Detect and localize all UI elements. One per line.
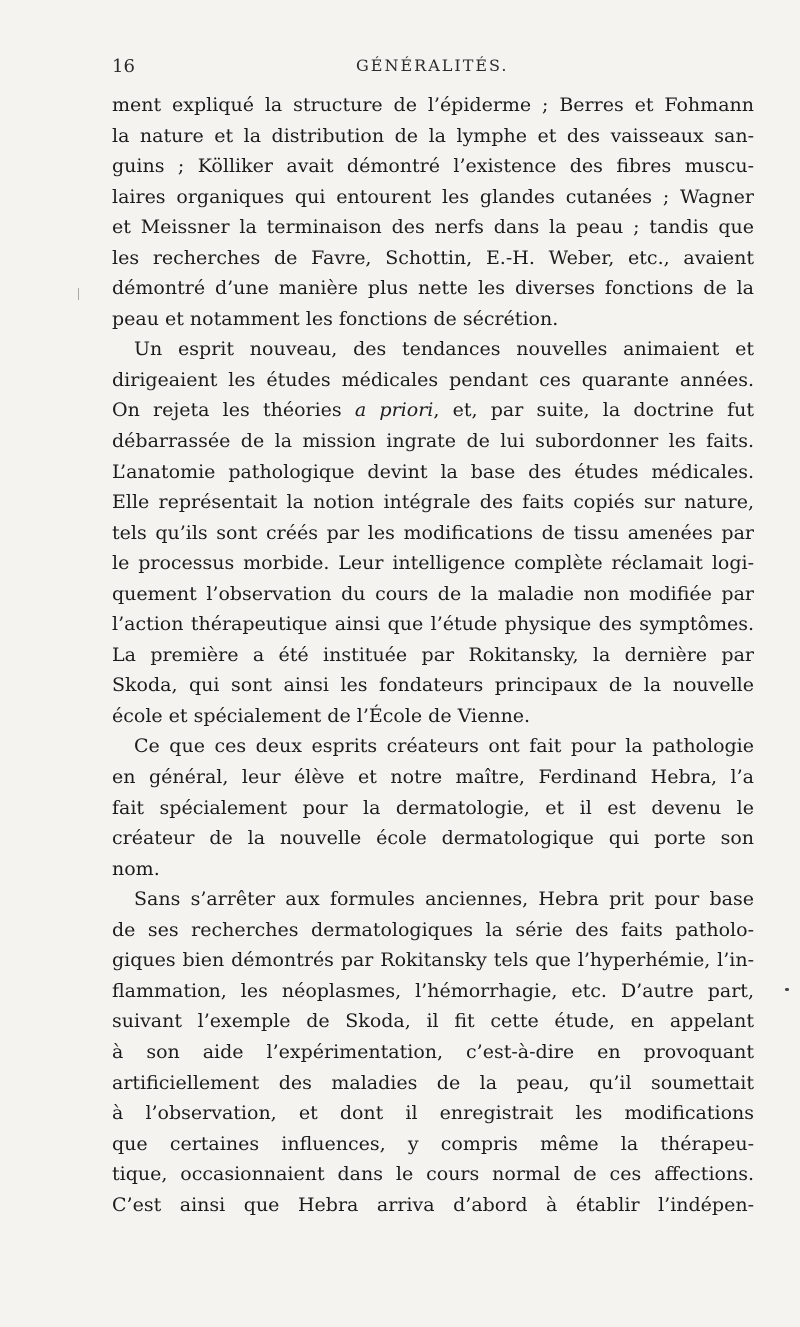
- body-text: [112, 90, 754, 1220]
- text-line: C’est ainsi que Hebra arriva d’abord à établir l’indépen-: [112, 1193, 754, 1216]
- text-line: artificiellement des maladies de la peau, qu’il soumettait: [112, 1071, 754, 1094]
- text-line: guins ; Kölliker avait démontré l’existence des fibres muscu-: [112, 155, 754, 178]
- paragraph-1: [112, 90, 754, 334]
- text-line: Elle représentait la notion intégrale des faits copiés sur nature,: [112, 491, 754, 514]
- text-line: à son aide l’expérimentation, c’est-à-dire en provoquant: [112, 1040, 754, 1063]
- text-line: quement l’observation du cours de la maladie non modifiée par: [112, 582, 754, 605]
- text-line: que certaines influences, y compris même la thérapeu-: [112, 1132, 754, 1155]
- text-line: fait spécialement pour la dermatologie, et il est devenu le: [112, 796, 754, 819]
- text-line: ment expliqué la structure de l’épiderme ; Berres et Fohmann: [112, 94, 754, 116]
- text-line: Sans s’arrêter aux formules anciennes, Hebra prit pour base: [134, 888, 754, 911]
- text-line: les recherches de Favre, Schottin, E.-H. Weber, etc., avaient: [112, 246, 754, 269]
- text-line: tels qu’ils sont créés par les modifications de tissu amenées par: [112, 521, 754, 544]
- text-line: laires organiques qui entourent les glandes cutanées ; Wagner: [112, 185, 754, 208]
- paragraph-3: [112, 731, 754, 884]
- text-line: Ce que ces deux esprits créateurs ont fait pour la pathologie: [134, 735, 754, 758]
- text-line: L’anatomie pathologique devint la base des études médicales.: [112, 460, 754, 483]
- page-number: 16: [112, 56, 135, 77]
- text-line: débarrassée de la mission ingrate de lui subordonner les faits.: [112, 430, 754, 453]
- text-line: La première a été instituée par Rokitansky, la dernière par: [112, 643, 754, 666]
- text-line: flammation, les néoplasmes, l’hémorrhagie, etc. D’autre part,: [112, 979, 754, 1002]
- text-line: Skoda, qui sont ainsi les fondateurs principaux de la nouvelle: [112, 674, 754, 697]
- text-line: créateur de la nouvelle école dermatologique qui porte son: [112, 827, 754, 850]
- text-line: et Meissner la terminaison des nerfs dans la peau ; tandis que: [112, 216, 754, 239]
- text-line: nom.: [112, 857, 160, 880]
- text-line: giques bien démontrés par Rokitansky tels que l’hyperhémie, l’in-: [112, 949, 754, 972]
- text-line: démontré d’une manière plus nette les diverses fonctions de la: [112, 277, 754, 300]
- ink-speck: [785, 988, 789, 991]
- text-line: de ses recherches dermatologiques la série des faits patholo-: [112, 918, 754, 941]
- text-line: suivant l’exemple de Skoda, il fit cette étude, en appelant: [112, 1010, 754, 1033]
- italic-phrase: a priori: [354, 399, 434, 422]
- paragraph-4: [112, 884, 754, 1220]
- text-line: tique, occasionnaient dans le cours normal de ces affections.: [112, 1163, 754, 1186]
- text-line: On rejeta les théories a priori, et, par suite, la doctrine fut: [112, 399, 754, 422]
- text-line: dirigeaient les études médicales pendant ces quarante années.: [112, 368, 754, 391]
- text-line: école et spécialement de l’École de Vienne.: [112, 704, 531, 727]
- text-line: à l’observation, et dont il enregistrait les modifications: [112, 1102, 754, 1125]
- text-line: le processus morbide. Leur intelligence complète réclamait logi-: [112, 552, 754, 575]
- paragraph-2: [112, 334, 754, 731]
- text-line: Un esprit nouveau, des tendances nouvelles animaient et: [134, 338, 754, 361]
- margin-mark: [78, 288, 79, 300]
- text-line: peau et notamment les fonctions de sécrétion.: [112, 307, 559, 330]
- running-title: GÉNÉRALITÉS.: [356, 56, 509, 75]
- page-header: [112, 56, 752, 86]
- text-line: en général, leur élève et notre maître, Ferdinand Hebra, l’a: [112, 766, 754, 789]
- text-line: la nature et la distribution de la lymphe et des vaisseaux san-: [112, 124, 754, 147]
- text-line: l’action thérapeutique ainsi que l’étude physique des symptômes.: [112, 613, 754, 636]
